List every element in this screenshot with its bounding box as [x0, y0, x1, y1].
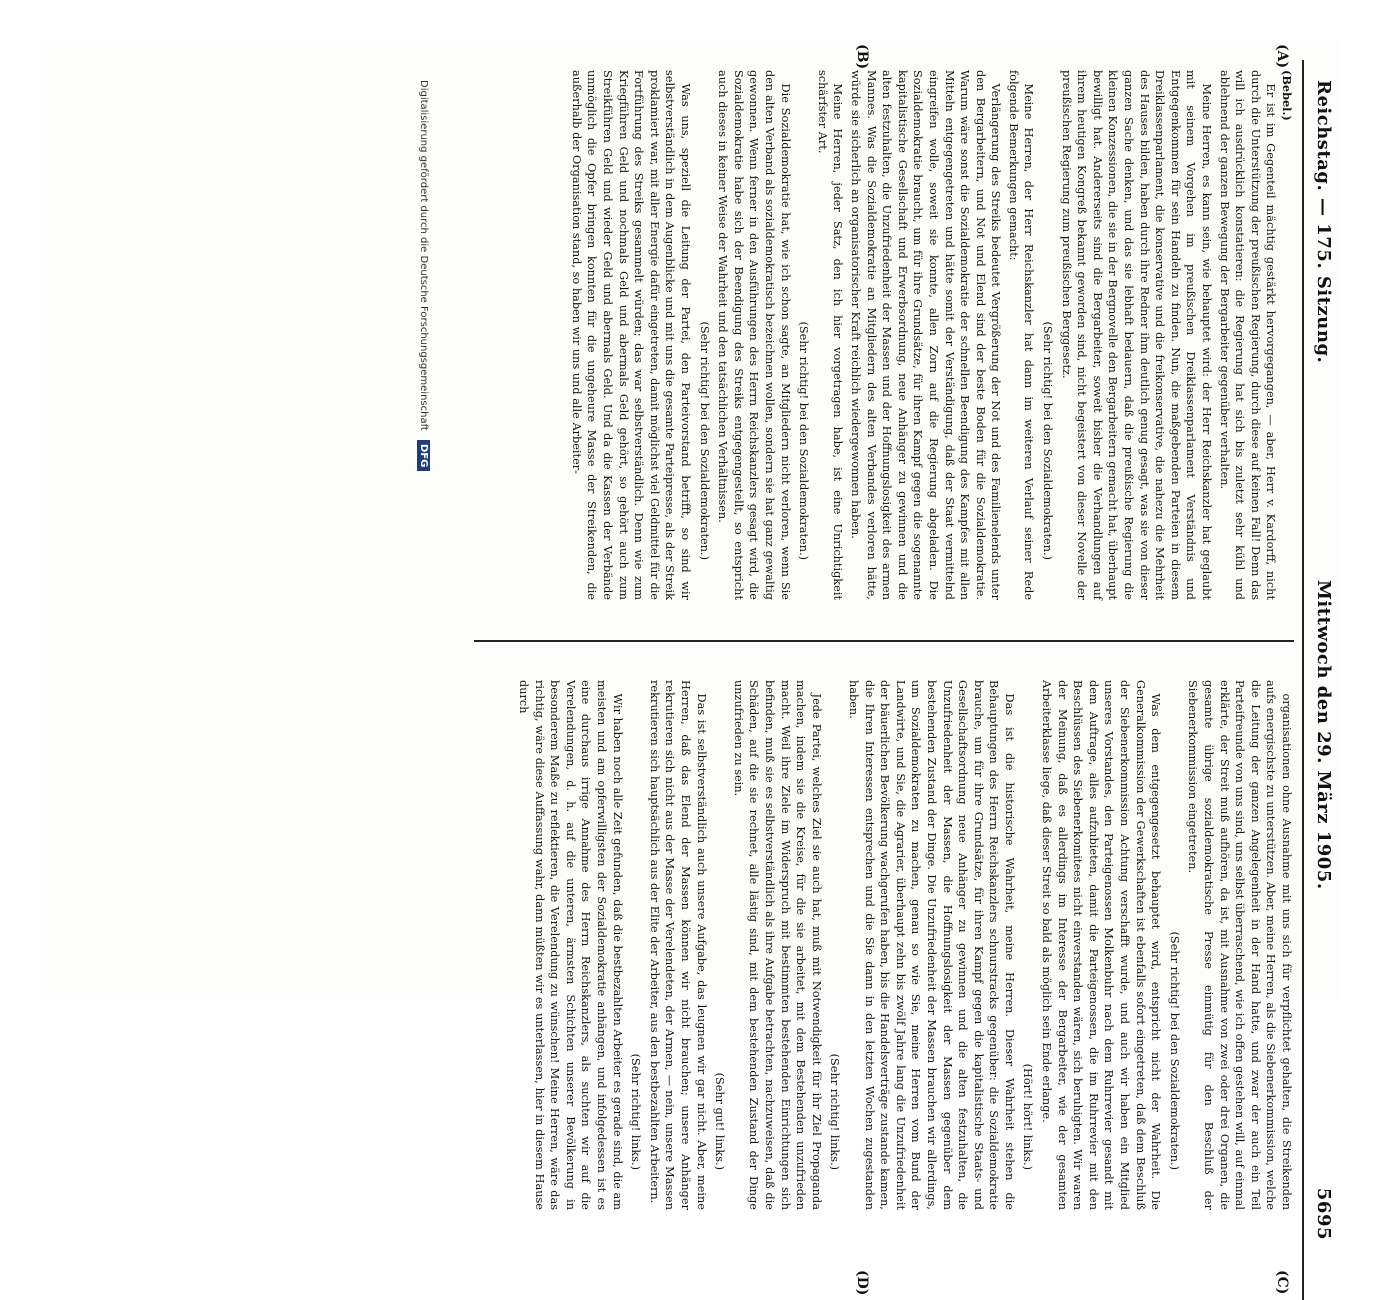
- speaker-name: (Bebel.): [1280, 70, 1294, 121]
- paragraph: Meine Herren, es kann sein, wie behauptet wird: der Herr Reichskanzler hat geglaubt mit seinem Vorgehen im preußischen Dreiklassenparlament Verständnis und Entgegenkommen für sein Handeln zu finden. Nun, die maßgebenden Parteien in diesem Dreiklassenparlament, die konservative und die freikonservative, die nahezu die Mehrheit des Hauses bilden, haben durch ihre Redner ihm deutlich genug gesagt, was sie von dieser ganzen Sache denken, und das sie lebhaft bedauern, daß die preußische Regierung die kleinen Konzessionen, die sie in der Bergnovelle den Bergarbeitern gemacht hat, überhaupt bewilligt hat. Andererseits sind die Bergarbeiter, soweit bisher die Verhandlungen auf ihrem heutigen Kongreß bekannt geworden sind, nicht begeistert von dieser Novelle der preußischen Regierung zum preußischen Berggesetz.: [1059, 70, 1214, 600]
- paragraph: organisationen ohne Ausnahme mit uns sich für verpflichtet gehalten, die Streikenden aufs energischste zu unterstützen. Aber, meine Herren, als die Siebenerkommission, welche die Leitung der ganzen Angelegenheit in der Hand hatte, und zwar der auch ein Teil Parteifreunde von uns sind, uns selbst überraschend, wie ich offen gestehen will, auf einmal erklärte, der Streit muß aufhören, da ist, mit Ausnahme von zwei oder drei Organen, die gesamte übrige sozialdemokratische Presse einmütig für den Beschluß der Siebenerkommission eingetreten.: [1186, 680, 1293, 1210]
- margin-marker-a: (A): [1274, 44, 1290, 69]
- paragraph: Das ist selbstverständlich auch unsere Aufgabe, das leugnen wir gar nicht. Aber, meine Herren, daß das Elend der Massen können wir nicht brauchen; unsere Anhänger rekrutieren sich nicht aus der Masse der Verelendeten, der Armen, — nein, unsere Massen rekrutieren sich hauptsächlich aus der Elite der Arbeiter, aus den bestbezahlten Arbeitern.: [647, 680, 708, 1210]
- interjection: (Sehr richtig! bei den Sozialdemokraten.): [1167, 931, 1181, 1170]
- paragraph: Meine Herren, der Herr Reichskanzler hat dann im weiteren Verlauf seiner Rede folgende Bemerkungen gemacht:: [1006, 70, 1036, 600]
- dfg-logo: DFG: [417, 440, 430, 471]
- paragraph: Was uns, speziell die Leitung der Partei, den Parteivorstand betrifft, so sind wir selbstverständlich in dem Augenblicke und mit uns die gesamte Parteipresse, als der Streik proklamiert war, mit aller Energie dafür eingetreten, damit möglichst viel Geldmittel für die Fortführung des Streiks gesammelt würden; das war selbstverständlich. Denn wie zum Kriegführen Geld und nochmals Geld und abermals Geld gehört, so gehört auch zum Streikführen Geld und wieder Geld und abermals Geld. Und da die Kassen der Verbände unmöglich die Opfer bringen konnten für die ungeheure Masse der Streikenden, die außerhalb der Organisation stand, so haben wir uns und alle Arbeiter-: [569, 70, 693, 600]
- interjection: (Sehr richtig! bei den Sozialdemokraten.): [797, 321, 811, 560]
- margin-marker-c: (C): [1274, 1270, 1290, 1295]
- margin-marker-d: (D): [854, 1270, 870, 1296]
- interjection: (Sehr richtig! links.): [629, 1053, 643, 1170]
- interjection: (Sehr richtig! bei den Sozialdemokraten.): [1041, 321, 1055, 560]
- quoted-paragraph: Verlängerung des Streiks bedeutet Vergrößerung der Not und des Familienelends unter den Bergarbeitern, und Not und Elend sind der beste Boden für die Sozialdemokratie. Warum wäre sonst die Sozialdemokratie der schnellen Beendigung des Kampfes mit allen Mitteln entgegengetreten und hätte somit der Verständigung, daß der Staat vermittelnd eingreifen wolle, soweit sie konnte, allen Zorn auf die Regierung abgeladen. Die Sozialdemokratie braucht, um für ihre Grundsätze, für ihren Kampf gegen die sogenannte kapitalistische Gesellschaft und Erwerbsordnung, neue Anhänger zu gewinnen und die alten festzuhalten, die Unzufriedenheit der Massen und der Hoffnungslosigkeit des armen Mannes. Was die Sozialdemokratie an Mitgliedern des alten Verbandes verloren hätte, würde sie sicherlich an organisatorischer Kraft reichlich wiedergewonnen haben.: [848, 70, 1003, 600]
- right-column: [514, 680, 1295, 1210]
- header-session: Reichstag. — 175. Sitzung.: [1313, 80, 1334, 364]
- header-page-number: 5695: [1313, 1187, 1334, 1240]
- digitization-footer: [417, 80, 430, 1280]
- paragraph: Das ist die historische Wahrheit, meine Herren. Dieser Wahrheit stehen die Behauptungen des Herrn Reichskanzlers schnurstracks gegenüber: die Sozialdemokratie brauche, um für ihre Grundsätze, für ihren Kampf gegen die kapitalistische Staats- und Gesellschaftsordnung neue Anhänger zu gewinnen und die alten festzuhalten, die Unzufriedenheit der Massen, die Hoffnungslosigkeit der Massen gegenüber dem bestehenden Zustand der Dinge. Die Unzufriedenheit der Massen brauchen wir allerdings, um Sozialdemokraten zu machen, genau so wie Sie, meine Herren vom Bund der Landwirte, und Sie, die Agrarier, überhaupt zehn bis zwölf Jahre lang die Unzufriedenheit der bäuerlichen Bevölkerung wachgerufen haben, bis die Handelsverträge zustande kamen, die Ihren Interessen entsprechen und die Sie dann in den letzten Wochen zugestanden haben.: [846, 680, 1016, 1210]
- left-column: [566, 70, 1294, 600]
- interjection: (Hört! hört! links.): [1021, 1063, 1035, 1170]
- header-date: Mittwoch den 29. März 1905.: [1313, 580, 1334, 890]
- page-header: [1300, 40, 1340, 1300]
- paragraph: Er ist im Gegenteil mächtig gestärkt hervorgegangen, — aber, Herr v. Kardorff, nicht durch die Unterstützung der preußischen Regierung, durch diese auf keinen Fall! Denn das will ich ausdrücklich konstatieren: die Regierung hat sich bis zuletzt sehr kühl und ablehnend der ganzen Bewegung der Bergarbeiter gegenüber verhalten.: [1217, 70, 1278, 600]
- rotated-page: [40, 40, 1340, 1296]
- margin-marker-b: (B): [854, 44, 870, 70]
- paragraph: Was dem entgegengesetzt behauptet wird, entspricht nicht der Wahrheit. Die Generalkommission der Gewerkschaften ist ebenfalls sofort eingetreten, daß dem Beschluß der Siebenerkommission Achtung verschafft wurde, und auch wir haben ein Mitglied unseres Vorstandes, den Parteigenossen Molkenbuhr nach dem Ruhrrevier gesandt mit dem Auftrage, alles aufzubieten, damit die Parteigenossen, die im Ruhrrevier mit den Beschlüssen des Siebenerkomitees nicht einverstanden wären, sich beruhigten. Wir waren der Meinung, daß es allerdings im Interesse der Bergarbeiter, wie der gesamten Arbeiterklasse liege, daß dieser Streit so bald als möglich sein Ende erlange.: [1040, 680, 1163, 1210]
- paragraph: Die Sozialdemokratie hat, wie ich schon sagte, an Mitgliedern nicht verloren, wenn Sie den alten Verband als sozialdemokratisch bezeichnen wollen, sondern sie hat ganz gewaltig gewonnen. Wenn ferner in den Ausführungen des Herrn Reichskanzlers gesagt wird, die Sozialdemokratie habe sich der Beendigung des Streiks entgegengestellt, so entspricht auch dieses in keiner Weise der Wahrheit und den tatsächlichen Verhältnissen.: [716, 70, 792, 600]
- interjection: (Sehr richtig! links.): [828, 1053, 842, 1170]
- paragraph: Wir haben noch alle Zeit gefunden, daß die bestbezahlten Arbeiter es gerade sind, die am meisten und am opferwilligsten der Sozialdemokratie anhängen, und infolgedessen ist es eine durchaus irrige Annahme des Herrn Reichskanzlers, als suchten wir auf die Verelendungen, d. h. auf die unteren, ärmsten Schichten unserer Bevölkerung in besonderem Maße zu reflektieren, die Verelendung zu wünschen! Meine Herren, wäre das richtig, wäre diese Auffassung wahr, dann müßten wir es unterlassen, hier in diesem Hause durch: [517, 680, 624, 1210]
- interjection: (Sehr richtig! bei den Sozialdemokraten.): [697, 321, 711, 560]
- column-divider: [474, 640, 1294, 642]
- paragraph: Jede Partei, welches Ziel sie auch hat, muß mit Notwendigkeit für ihr Ziel Propaganda machen, indem sie die Kreise, für die sie arbeitet, mit dem Bestehenden unzufrieden macht. Weil ihre Ziele im Widerspruch mit bestimmten bestehenden Einrichtungen sich befinden, muß sie es selbstverständlich als ihre Aufgabe betrachten, nachzuweisen, daß die Schäden, auf die sie rechnet, alle lästig sind, mit dem bestehenden Zustand der Dinge unzufrieden zu sein.: [731, 680, 823, 1210]
- interjection: (Sehr gut! links.): [713, 1072, 727, 1170]
- footer-text: Digitalisierung gefördert durch die Deutsche Forschungsgemeinschaft: [418, 80, 429, 431]
- paragraph: Meine Herren, jeder Satz, den ich hier vorgetragen habe, ist eine Unrichtigkeit schärfster Art.: [815, 70, 845, 600]
- header-rule: [1302, 60, 1304, 1300]
